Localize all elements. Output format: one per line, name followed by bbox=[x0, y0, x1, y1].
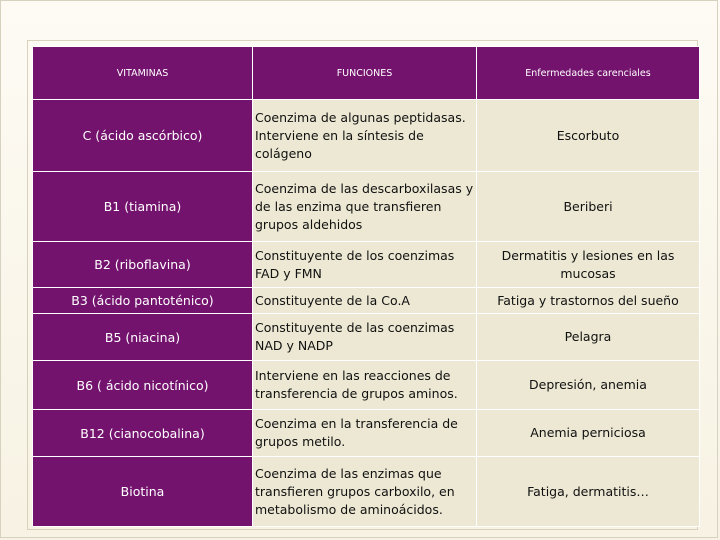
table-row bbox=[33, 242, 700, 288]
function-cell: Coenzima de las descarboxilasas y de las enzima que transfieren grupos aldehidos bbox=[253, 172, 477, 242]
vitamin-cell: B12 (cianocobalina) bbox=[33, 410, 253, 457]
function-cell: Coenzima de algunas peptidasas. Interviene en la síntesis de colágeno bbox=[253, 100, 477, 172]
deficiency-cell: Depresión, anemia bbox=[477, 361, 700, 410]
function-cell: Coenzima en la transferencia de grupos metilo. bbox=[253, 410, 477, 457]
vitamin-cell: B2 (riboflavina) bbox=[33, 242, 253, 288]
deficiency-cell: Dermatitis y lesiones en las mucosas bbox=[477, 242, 700, 288]
deficiency-cell: Fatiga y trastornos del sueño bbox=[477, 288, 700, 314]
function-cell: Interviene en las reacciones de transferencia de grupos aminos. bbox=[253, 361, 477, 410]
function-cell: Constituyente de la Co.A bbox=[253, 288, 477, 314]
header-enfermedades: Enfermedades carenciales bbox=[477, 47, 700, 100]
vitamin-cell: B3 (ácido pantoténico) bbox=[33, 288, 253, 314]
deficiency-cell: Beriberi bbox=[477, 172, 700, 242]
deficiency-cell: Fatiga, dermatitis… bbox=[477, 457, 700, 527]
deficiency-cell: Escorbuto bbox=[477, 100, 700, 172]
function-cell: Coenzima de las enzimas que transfieren grupos carboxilo, en metabolismo de aminoácidos. bbox=[253, 457, 477, 527]
header-funciones: FUNCIONES bbox=[253, 47, 477, 100]
header-vitaminas: VITAMINAS bbox=[33, 47, 253, 100]
table-row bbox=[33, 361, 700, 410]
deficiency-cell: Pelagra bbox=[477, 314, 700, 361]
deficiency-cell: Anemia perniciosa bbox=[477, 410, 700, 457]
table-row bbox=[33, 410, 700, 457]
table-header-row bbox=[33, 47, 700, 100]
table-row bbox=[33, 288, 700, 314]
function-cell: Constituyente de las coenzimas NAD y NADP bbox=[253, 314, 477, 361]
vitamins-table bbox=[32, 46, 700, 527]
vitamin-cell: B1 (tiamina) bbox=[33, 172, 253, 242]
table-row bbox=[33, 314, 700, 361]
table-row bbox=[33, 172, 700, 242]
table-row bbox=[33, 100, 700, 172]
table-row bbox=[33, 457, 700, 527]
vitamin-cell: Biotina bbox=[33, 457, 253, 527]
vitamin-cell: C (ácido ascórbico) bbox=[33, 100, 253, 172]
vitamin-cell: B6 ( ácido nicotínico) bbox=[33, 361, 253, 410]
function-cell: Constituyente de los coenzimas FAD y FMN bbox=[253, 242, 477, 288]
vitamin-cell: B5 (niacina) bbox=[33, 314, 253, 361]
